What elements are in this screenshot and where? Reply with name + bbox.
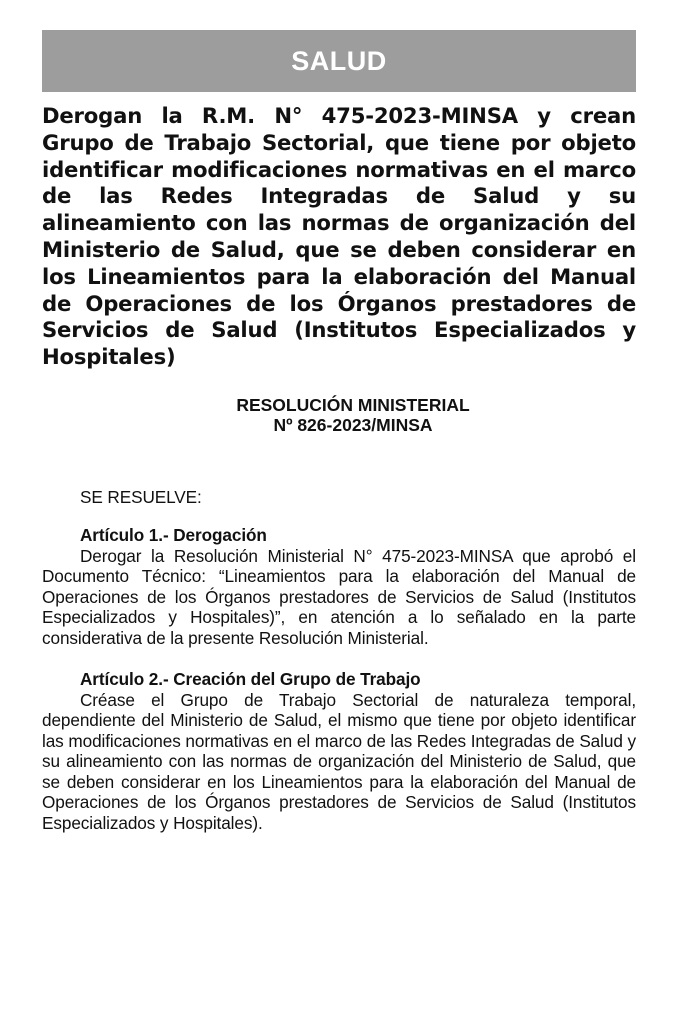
article-heading: Artículo 1.- Derogación: [80, 525, 267, 546]
article-text: Derogar la Resolución Ministerial N° 475-2023-MINSA que aprobó el Documento Técnico: “Lineamientos para la elaboración del Manual de Operaciones de los Órganos prestadores de Servicios de Salud (Institutos Especializados y Hospitales)”, en atención a lo señalado en la parte considerativa de la presente Resolución Ministerial.: [42, 545, 636, 648]
article-1: [42, 525, 636, 648]
document-headline: Derogan la R.M. N° 475-2023-MINSA y crean Grupo de Trabajo Sectorial, que tiene por objeto identificar modificaciones normativas en el marco de las Redes Integradas de Salud y su alineamiento con las normas de organización del Ministerio de Salud, que se deben considerar en los Lineamientos para la elaboración del Manual de Operaciones de los Órganos prestadores de Servicios de Salud (Institutos Especializados y Hospitales): [42, 103, 636, 370]
resolution-type: RESOLUCIÓN MINISTERIAL: [236, 394, 470, 415]
section-label: SALUD: [291, 45, 387, 76]
article-2: [42, 669, 636, 833]
resolution-heading: [42, 395, 636, 435]
resolution-number: Nº 826-2023/MINSA: [273, 414, 433, 435]
article-text: Créase el Grupo de Trabajo Sectorial de naturaleza temporal, dependiente del Ministerio de Salud, el mismo que tiene por objeto identificar las modificaciones normativas en el marco de las Redes Integradas de Salud y su alineamiento con las normas de organización del Ministerio de Salud, que se deben considerar en los Lineamientos para la elaboración del Manual de Operaciones de los Órganos prestadores de Servicios de Salud (Institutos Especializados y Hospitales).: [42, 689, 636, 833]
section-banner: [42, 30, 636, 92]
article-heading: Artículo 2.- Creación del Grupo de Trabajo: [80, 669, 421, 690]
resuelve-label: SE RESUELVE:: [80, 486, 202, 507]
document-page: [42, 30, 636, 833]
